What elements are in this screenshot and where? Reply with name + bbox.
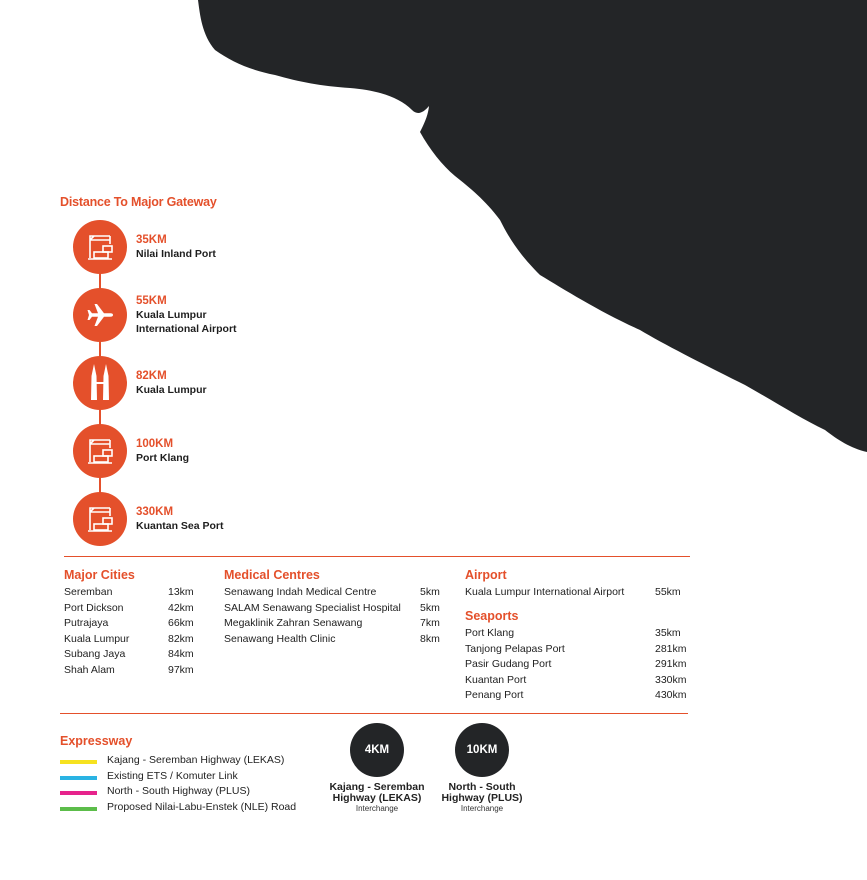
city-distance: 42km [168,601,194,614]
gateway-name: Kuala Lumpur [136,384,207,396]
seaport-name: Port Klang [465,627,515,639]
twin-towers-icon [73,356,127,410]
gateway-distance: 100KM [136,438,174,450]
city-distance: 82km [168,632,194,645]
interchange-name: North - South [448,781,516,793]
legend-line-plus [60,791,97,795]
gateway-distance: 35KM [136,234,167,246]
gateway-title: Distance To Major Gateway [60,195,217,209]
crane-port-icon [73,492,127,546]
city-distance: 66km [168,617,194,629]
seaports-title: Seaports [465,609,519,623]
gateway-name: Kuantan Sea Port [136,520,224,532]
major-cities-title: Major Cities [64,568,135,582]
seaport-distance: 35km [655,627,681,639]
seaport-distance: 291km [655,658,687,670]
interchange-name: Kajang - Seremban [329,781,425,793]
medical-distance: 5km [420,586,440,598]
section-divider [64,556,690,557]
medical-distance: 5km [420,601,440,614]
seaport-name: Kuantan Port [465,673,527,686]
airport-distance: 55km [655,586,681,598]
seaport-distance: 281km [655,642,687,655]
gateway-name: Port Klang [136,452,190,464]
interchange-badge: 4KM [350,723,404,777]
expressway-title: Expressway [60,734,133,748]
gateway-distance: 330KM [136,506,174,518]
section-divider [60,713,688,714]
medical-distance: 8km [420,632,440,645]
medical-name: Senawang Indah Medical Centre [224,586,377,598]
seaport-distance: 330km [655,673,687,686]
interchange-sub: Interchange [355,804,399,813]
city-name: Putrajaya [64,617,109,629]
interchange-name-line2: Highway (LEKAS) [332,792,422,804]
legend-label: North - South Highway (PLUS) [107,785,250,797]
city-name: Seremban [64,586,113,598]
city-distance: 97km [168,663,194,676]
medical-centres-title: Medical Centres [224,568,320,582]
legend-line-nle [60,807,97,811]
gateway-name: Nilai Inland Port [136,248,216,260]
airplane-icon [73,288,127,342]
gateway-name: Kuala Lumpur [136,309,207,321]
interchange-name-line2: Highway (PLUS) [441,792,523,804]
gateway-name-line2: International Airport [136,323,237,335]
legend-label: Proposed Nilai-Labu-Enstek (NLE) Road [107,801,297,813]
city-name: Shah Alam [64,663,115,676]
airport-name: Kuala Lumpur International Airport [465,586,625,598]
city-name: Port Dickson [64,601,124,614]
seaport-name: Pasir Gudang Port [465,658,552,670]
seaport-distance: 430km [655,689,687,701]
medical-name: Senawang Health Clinic [224,632,336,645]
city-distance: 13km [168,586,194,598]
crane-port-icon [73,220,127,274]
crane-port-icon [73,424,127,478]
medical-name: SALAM Senawang Specialist Hospital [224,601,401,614]
medical-distance: 7km [420,617,440,629]
city-name: Kuala Lumpur [64,632,130,645]
legend-line-ets [60,776,97,780]
interchange-badge: 10KM [455,723,509,777]
airport-title: Airport [465,568,507,582]
gateway-distance: 55KM [136,295,167,307]
seaport-name: Tanjong Pelapas Port [465,642,565,655]
legend-label: Kajang - Seremban Highway (LEKAS) [107,754,285,766]
city-distance: 84km [168,648,194,660]
gateway-distance: 82KM [136,370,167,382]
legend-label: Existing ETS / Komuter Link [107,770,238,782]
seaport-name: Penang Port [465,689,524,701]
medical-name: Megaklinik Zahran Senawang [224,617,363,629]
interchange-sub: Interchange [460,804,504,813]
legend-line-lekas [60,760,97,764]
city-name: Subang Jaya [64,648,126,660]
